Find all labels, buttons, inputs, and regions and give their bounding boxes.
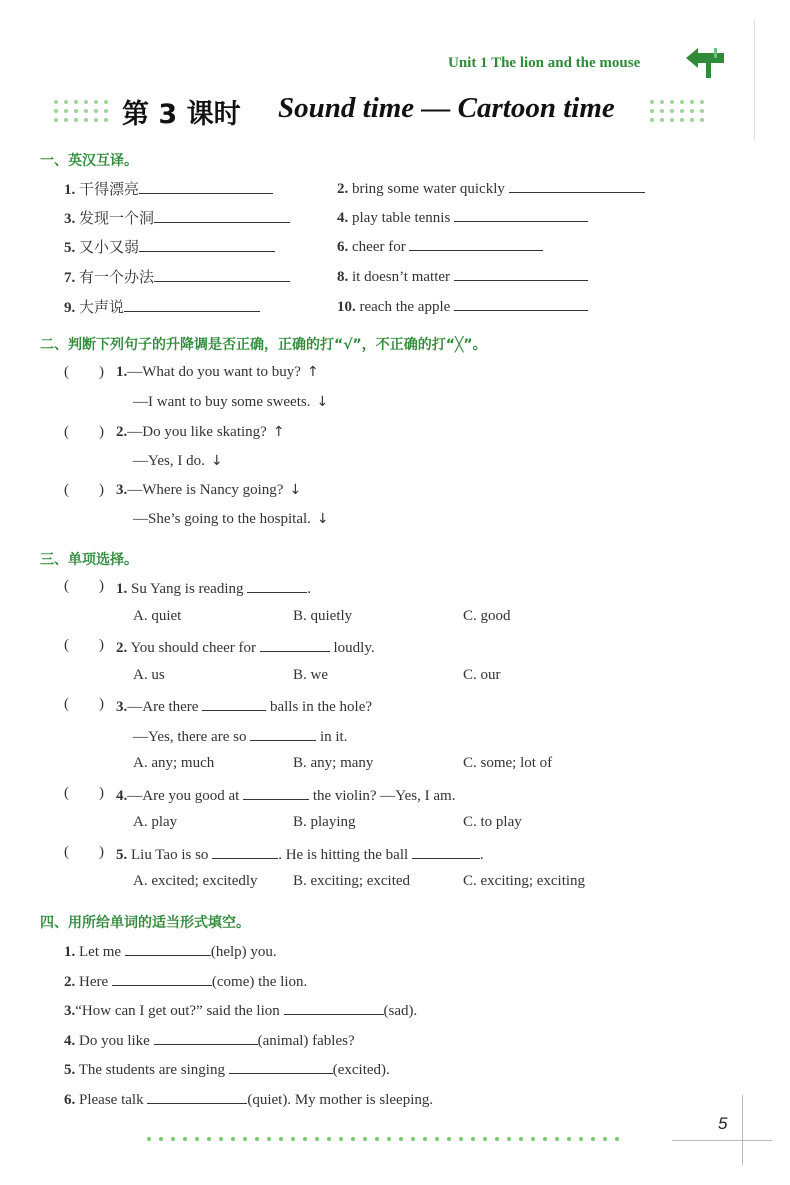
unit-header: Unit 1 The lion and the mouse <box>448 55 641 71</box>
answer-blank[interactable] <box>454 266 588 281</box>
margin-line <box>754 20 755 140</box>
intonation-item-3-reply: —She’s going to the hospital. ↓ <box>133 511 329 527</box>
answer-blank[interactable] <box>112 971 212 986</box>
rising-arrow-icon: ↑ <box>272 424 285 440</box>
translate-item-3: 3. 发现一个洞 <box>64 207 290 228</box>
crop-mark <box>742 1095 743 1165</box>
answer-blank[interactable] <box>250 726 316 741</box>
section-1-title: 一、英汉互译。 <box>40 153 138 169</box>
rising-arrow-icon: ↑ <box>306 364 319 380</box>
lesson-subtitle: Sound time — Cartoon time <box>278 92 615 124</box>
choice-1-option-a[interactable]: A. quiet <box>133 608 182 624</box>
choice-2-option-a[interactable]: A. us <box>133 667 165 683</box>
choice-4-option-a[interactable]: A. play <box>133 814 178 830</box>
choice-5-option-a[interactable]: A. excited; excitedly <box>133 873 258 889</box>
page-number: 5 <box>718 1114 728 1133</box>
answer-paren[interactable]: ( ) <box>64 364 104 380</box>
answer-blank[interactable] <box>409 236 543 251</box>
intonation-item-2: 2.—Do you like skating? ↑ <box>116 424 285 440</box>
intonation-item-1-reply: —I want to buy some sweets. ↓ <box>133 394 329 410</box>
intonation-item-3: 3.—Where is Nancy going? ↓ <box>116 482 302 498</box>
intonation-item-2-reply: —Yes, I do. ↓ <box>133 453 223 469</box>
choice-question-4: 4.—Are you good at the violin? —Yes, I am. <box>116 785 455 805</box>
falling-arrow-icon: ↓ <box>210 453 223 469</box>
crop-mark <box>672 1140 772 1141</box>
answer-blank[interactable] <box>147 1089 247 1104</box>
choice-4-option-b[interactable]: B. playing <box>293 814 356 830</box>
choice-4-option-c[interactable]: C. to play <box>463 814 522 830</box>
fill-item-2: 2. Here (come) the lion. <box>64 971 307 991</box>
choice-3-option-a[interactable]: A. any; much <box>133 755 215 771</box>
fill-item-4: 4. Do you like (animal) fables? <box>64 1030 355 1050</box>
answer-blank[interactable] <box>125 941 211 956</box>
translate-item-6: 6. cheer for <box>337 236 543 256</box>
answer-paren[interactable]: ( ) <box>64 785 104 801</box>
translate-item-1: 1. 干得漂亮 <box>64 178 273 199</box>
answer-paren[interactable]: ( ) <box>64 844 104 860</box>
fill-item-6: 6. Please talk (quiet). My mother is sleeping. <box>64 1089 433 1109</box>
choice-3-option-b[interactable]: B. any; many <box>293 755 374 771</box>
signpost-arrow-icon <box>684 44 728 80</box>
fill-item-1: 1. Let me (help) you. <box>64 941 277 961</box>
section-2-title: 二、判断下列句子的升降调是否正确，正确的打“√”，不正确的打“╳”。 <box>40 337 487 353</box>
title-dots-left-decoration <box>52 98 116 124</box>
answer-paren[interactable]: ( ) <box>64 482 104 498</box>
answer-blank[interactable] <box>139 179 273 194</box>
answer-paren[interactable]: ( ) <box>64 424 104 440</box>
answer-blank[interactable] <box>412 844 480 859</box>
choice-2-option-c[interactable]: C. our <box>463 667 501 683</box>
choice-question-3-reply: —Yes, there are so in it. <box>133 726 347 746</box>
choice-question-2: 2. You should cheer for loudly. <box>116 637 375 657</box>
section-4-title: 四、用所给单词的适当形式填空。 <box>40 915 250 931</box>
answer-blank[interactable] <box>124 297 260 312</box>
intonation-item-1: 1.—What do you want to buy? ↑ <box>116 364 319 380</box>
answer-blank[interactable] <box>212 844 278 859</box>
answer-blank[interactable] <box>154 208 290 223</box>
translate-item-9: 9. 大声说 <box>64 296 260 317</box>
answer-paren[interactable]: ( ) <box>64 637 104 653</box>
answer-blank[interactable] <box>509 178 645 193</box>
choice-1-option-b[interactable]: B. quietly <box>293 608 353 624</box>
translate-item-7: 7. 有一个办法 <box>64 266 290 287</box>
lesson-number-title: 第 3 课时 <box>122 99 241 130</box>
fill-item-5: 5. The students are singing (excited). <box>64 1059 390 1079</box>
answer-blank[interactable] <box>284 1000 384 1015</box>
falling-arrow-icon: ↓ <box>316 511 329 527</box>
falling-arrow-icon: ↓ <box>289 482 302 498</box>
answer-blank[interactable] <box>139 237 275 252</box>
fill-item-3: 3.“How can I get out?” said the lion (sad). <box>64 1000 417 1020</box>
answer-blank[interactable] <box>154 267 290 282</box>
answer-paren[interactable]: ( ) <box>64 696 104 712</box>
answer-blank[interactable] <box>454 296 588 311</box>
answer-blank[interactable] <box>229 1059 333 1074</box>
answer-paren[interactable]: ( ) <box>64 578 104 594</box>
translate-item-2: 2. bring some water quickly <box>337 178 645 198</box>
answer-blank[interactable] <box>154 1030 258 1045</box>
title-dots-right-decoration <box>648 98 712 124</box>
choice-5-option-b[interactable]: B. exciting; excited <box>293 873 411 889</box>
footer-dots-decoration <box>145 1135 625 1143</box>
choice-2-option-b[interactable]: B. we <box>293 667 328 683</box>
translate-item-8: 8. it doesn’t matter <box>337 266 588 286</box>
answer-blank[interactable] <box>243 785 309 800</box>
translate-item-5: 5. 又小又弱 <box>64 236 275 257</box>
answer-blank[interactable] <box>454 207 588 222</box>
section-3-title: 三、单项选择。 <box>40 552 138 568</box>
answer-blank[interactable] <box>202 696 266 711</box>
answer-blank[interactable] <box>247 578 307 593</box>
choice-question-5: 5. Liu Tao is so . He is hitting the ball . <box>116 844 484 864</box>
choice-3-option-c[interactable]: C. some; lot of <box>463 755 553 771</box>
translate-item-4: 4. play table tennis <box>337 207 588 227</box>
falling-arrow-icon: ↓ <box>316 394 329 410</box>
answer-blank[interactable] <box>260 637 330 652</box>
choice-5-option-c[interactable]: C. exciting; exciting <box>463 873 586 889</box>
choice-question-3: 3.—Are there balls in the hole? <box>116 696 372 716</box>
choice-question-1: 1. Su Yang is reading . <box>116 578 311 598</box>
choice-1-option-c[interactable]: C. good <box>463 608 511 624</box>
translate-item-10: 10. reach the apple <box>337 296 588 316</box>
